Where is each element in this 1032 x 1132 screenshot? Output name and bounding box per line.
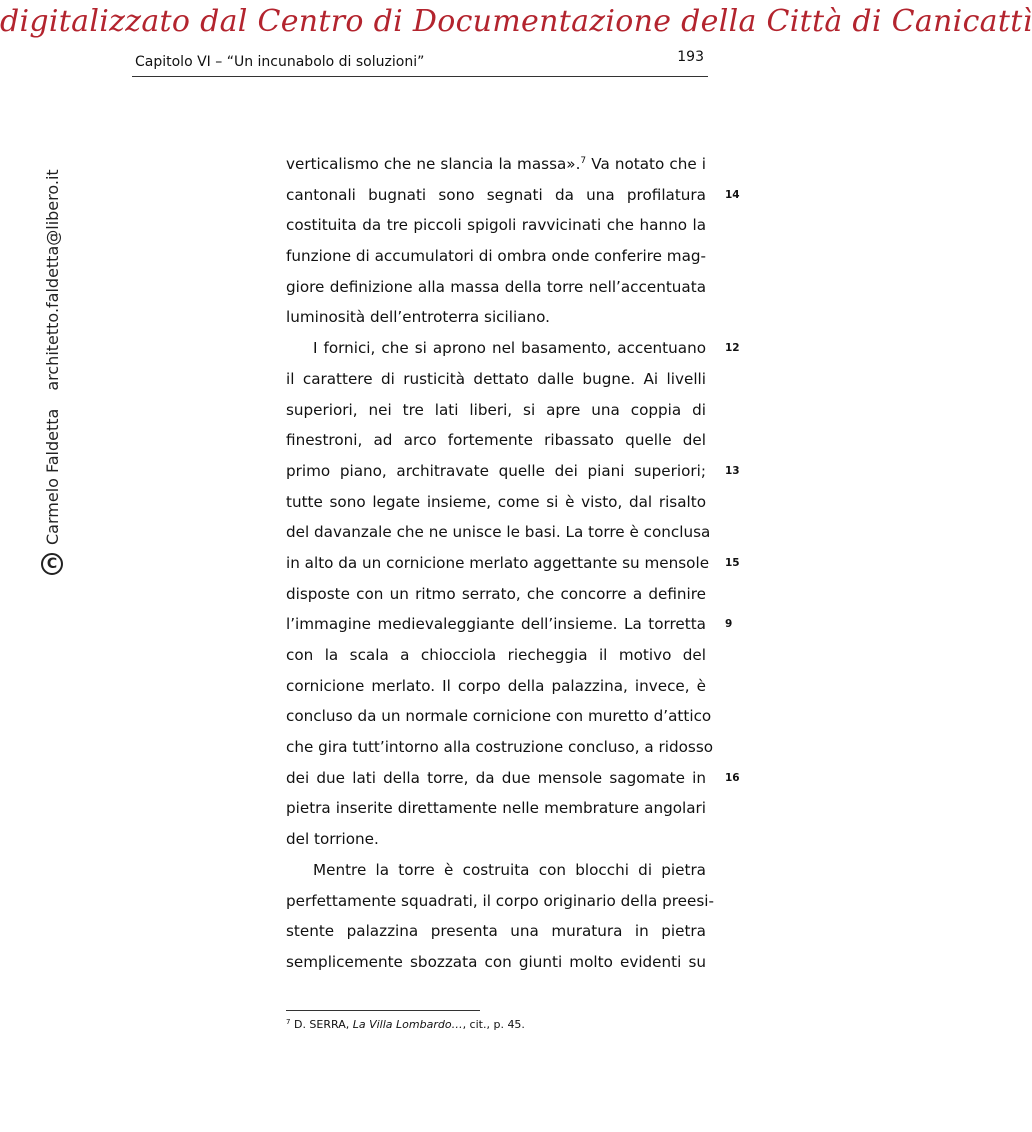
text-line: costituita da tre piccoli spigoli ravvicinati che hanno la — [286, 216, 706, 235]
margin-number: 14 — [725, 188, 740, 201]
text-line: giore definizione alla massa della torre nell’accentuata — [286, 277, 706, 296]
text-line: l’immagine medievaleggiante dell’insieme. La torretta 9 — [286, 609, 706, 640]
margin-number: 15 — [725, 556, 740, 569]
text-line: del torrione. — [286, 830, 379, 849]
text-line: superiori, nei tre lati liberi, si apre una coppia di — [286, 400, 706, 419]
text-line: primo piano, architravate quelle dei piani superiori; 13 — [286, 456, 706, 487]
text-line: del davanzale che ne unisce le basi. La torre è conclusa — [286, 523, 711, 542]
text-line: funzione di accumulatori di ombra onde conferire mag- — [286, 247, 706, 266]
text-line: in alto da un cornicione merlato aggettante su mensole 15 — [286, 548, 706, 579]
page-number: 193 — [677, 49, 704, 65]
text-line: perfettamente squadrati, il corpo originario della preesi- — [286, 891, 714, 910]
margin-number: 13 — [725, 464, 740, 477]
author-name: Carmelo Faldetta — [42, 408, 62, 545]
text-line: stente palazzina presenta una muratura in pietra — [286, 922, 706, 941]
side-credit — [41, 169, 63, 575]
text-line: cornicione merlato. Il corpo della palazzina, invece, è — [286, 676, 706, 695]
footnote-reference: 7 — [580, 156, 587, 166]
footnote-rule — [286, 1010, 480, 1011]
author-email: architetto.faldetta@libero.it — [42, 169, 62, 391]
text-line: il carattere di rusticità dettato dalle bugne. Ai livelli — [286, 369, 706, 388]
footnote-title: La Villa Lombardo… — [352, 1018, 463, 1031]
margin-number: 9 — [725, 618, 733, 631]
body-text — [286, 149, 740, 978]
text-line: cantonali bugnati sono segnati da una profilatura 14 — [286, 180, 706, 211]
text-line: tutte sono legate insieme, come si è visto, dal risalto — [286, 492, 706, 511]
footnote — [286, 1018, 525, 1031]
text-line: I fornici, che si aprono nel basamento, accentuano 12 — [286, 333, 706, 364]
copyright-icon: C — [41, 553, 63, 575]
text-line: pietra inserite direttamente nelle membrature angolari — [286, 799, 706, 818]
header-rule — [132, 76, 708, 77]
footnote-author: D. SERRA, — [293, 1018, 353, 1031]
text-line: Mentre la torre è costruita con blocchi di pietra — [313, 860, 706, 879]
text-line: luminosità dell’entroterra siciliano. — [286, 308, 550, 327]
text-line: finestroni, ad arco fortemente ribassato quelle del — [286, 431, 706, 450]
text-line: disposte con un ritmo serrato, che concorre a definire — [286, 584, 706, 603]
text-line: con la scala a chiocciola riecheggia il motivo del — [286, 646, 706, 664]
running-head: Capitolo VI – “Un incunabolo di soluzioni” — [135, 54, 425, 70]
digitization-watermark: digitalizzato dal Centro di Documentazione della Città di Canicattì — [0, 4, 1032, 39]
footnote-citation: , cit., p. 45. — [462, 1018, 525, 1031]
text-line: che gira tutt’intorno alla costruzione concluso, a ridosso — [286, 738, 714, 757]
text-line: semplicemente sbozzata con giunti molto evidenti su — [286, 952, 706, 971]
text-line: dei due lati della torre, da due mensole sagomate in 16 — [286, 763, 706, 794]
text-line: verticalismo che ne slancia la massa».$^7$ Va notato che i — [286, 155, 707, 173]
footnote-number: 7 — [286, 1018, 291, 1026]
margin-number: 16 — [725, 771, 740, 784]
margin-number: 12 — [725, 342, 740, 355]
text-line: concluso da un normale cornicione con muretto d’attico — [286, 707, 712, 726]
